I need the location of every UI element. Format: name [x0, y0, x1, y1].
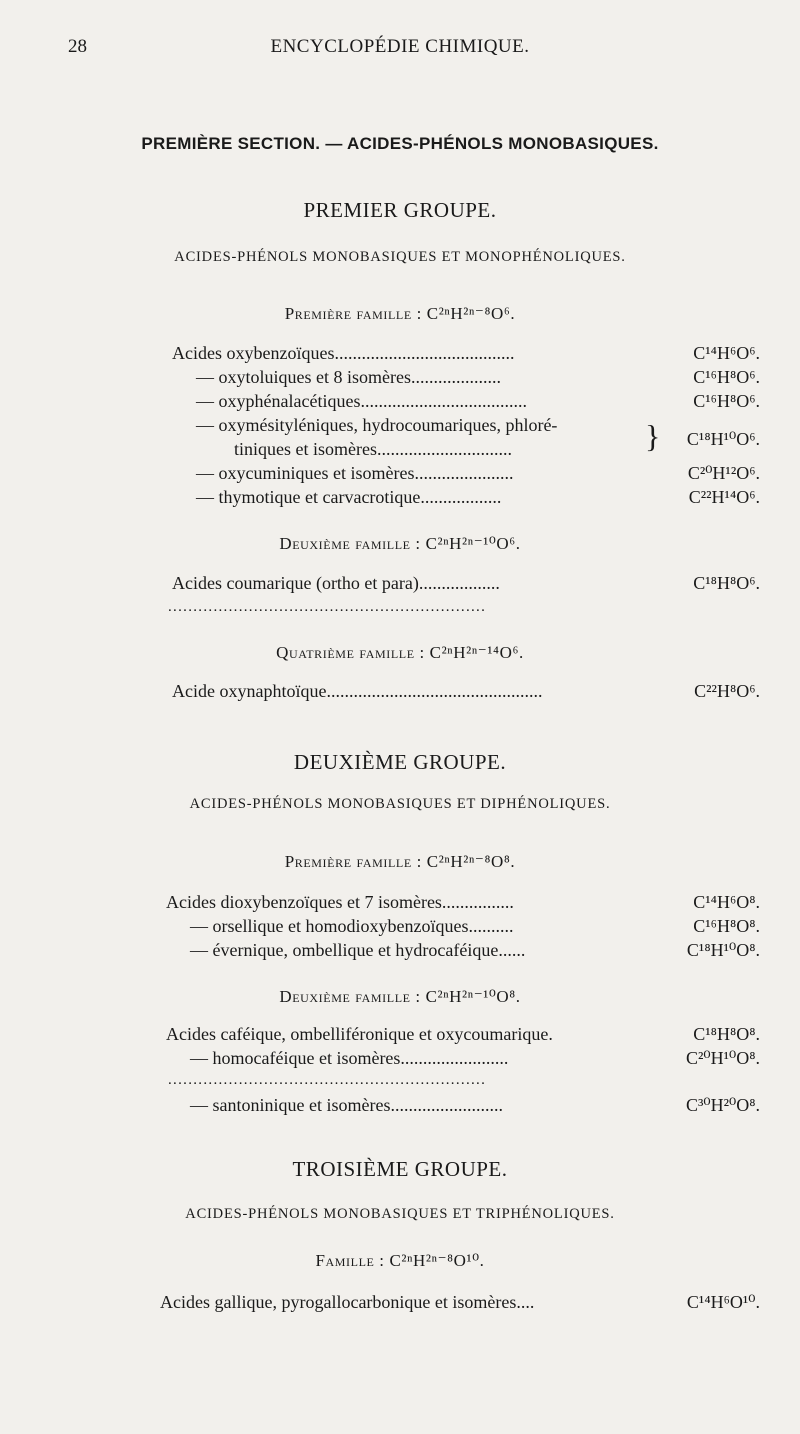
- row-formula: C¹⁴H⁶O⁸.: [693, 892, 760, 912]
- group2-f2-row-1: [0, 1048, 800, 1072]
- group3-subtitle: ACIDES-PHÉNOLS MONOBASIQUES ET TRIPHÉNOLIQUES.: [185, 1206, 615, 1222]
- group3-title: TROISIÈME GROUPE.: [292, 1157, 508, 1181]
- row-label: — orsellique et homodioxybenzoïques..........: [190, 916, 514, 936]
- row-formula: C¹⁸H¹⁰O⁶.: [686, 429, 760, 449]
- group3-family-heading: Famille : C²ⁿH²ⁿ⁻⁸O¹⁰.: [315, 1251, 485, 1270]
- row-formula: C²²H⁸O⁶.: [694, 681, 760, 701]
- group1-f1-row-0: [0, 343, 800, 367]
- row-label: — thymotique et carvacrotique..................: [196, 487, 502, 507]
- group1-title: PREMIER GROUPE.: [303, 198, 497, 222]
- row-formula: C²²H¹⁴O⁶.: [688, 487, 760, 507]
- row-label: — oxyphénalacétiques.....................................: [196, 391, 527, 411]
- group2-family1-heading: Première famille : C²ⁿH²ⁿ⁻⁸O⁸.: [284, 852, 516, 871]
- row-label: Acide oxynaphtoïque................................................: [172, 681, 543, 701]
- group2-title: DEUXIÈME GROUPE.: [293, 750, 507, 774]
- group1-f2-row-0: [0, 573, 800, 597]
- group1-family2-heading: Deuxième famille : C²ⁿH²ⁿ⁻¹⁰O⁶.: [279, 534, 521, 553]
- group3-row-0: [0, 1292, 800, 1316]
- row-formula: C¹⁶H⁸O⁶.: [693, 367, 760, 387]
- ellipsis-line: ...............................................................: [168, 1072, 487, 1088]
- brace: }: [645, 418, 661, 454]
- group1-f4-row-0: [0, 681, 800, 705]
- row-label: — homocaféique et isomères........................: [190, 1048, 509, 1068]
- row-formula: C³⁰H²⁰O⁸.: [685, 1095, 760, 1115]
- group2-subtitle: ACIDES-PHÉNOLS MONOBASIQUES ET DIPHÉNOLIQUES.: [189, 796, 611, 812]
- row-formula: C¹⁶H⁸O⁸.: [693, 916, 760, 936]
- group1-f1-row-1: [0, 367, 800, 391]
- row-label: tiniques et isomères..............................: [234, 439, 512, 459]
- row-formula: C¹⁸H¹⁰O⁸.: [686, 940, 760, 960]
- group1-subtitle: ACIDES-PHÉNOLS MONOBASIQUES ET MONOPHÉNOLIQUES.: [174, 249, 626, 265]
- row-label: — santoninique et isomères.........................: [190, 1095, 503, 1115]
- running-title: ENCYCLOPÉDIE CHIMIQUE.: [270, 36, 530, 57]
- row-label: Acides gallique, pyrogallocarbonique et isomères....: [160, 1292, 535, 1312]
- row-label: Acides oxybenzoïques........................................: [172, 343, 515, 363]
- row-formula: C¹⁴H⁶O⁶.: [693, 343, 760, 363]
- row-label: — évernique, ombellique et hydrocaféique......: [190, 940, 526, 960]
- row-formula: C²⁰H¹²O⁶.: [687, 463, 760, 483]
- group1-family4-heading: Quatrième famille : C²ⁿH²ⁿ⁻¹⁴O⁶.: [276, 643, 524, 662]
- row-label: — oxymésityléniques, hydrocoumariques, phloré-: [196, 415, 558, 435]
- group1-family1-heading: Première famille : C²ⁿH²ⁿ⁻⁸O⁶.: [284, 304, 516, 323]
- row-label: Acides dioxybenzoïques et 7 isomères................: [166, 892, 514, 912]
- group2-f1-row-1: [0, 916, 800, 940]
- row-formula: C¹⁴H⁶O¹⁰.: [686, 1292, 760, 1312]
- group1-f1-row-6: [0, 487, 800, 511]
- row-label: Acides caféique, ombelliféronique et oxycoumarique.: [166, 1024, 553, 1044]
- page-number: 28: [68, 36, 87, 57]
- row-formula: C¹⁶H⁸O⁶.: [693, 391, 760, 411]
- row-label: — oxycuminiques et isomères......................: [196, 463, 514, 483]
- group2-family2-heading: Deuxième famille : C²ⁿH²ⁿ⁻¹⁰O⁸.: [279, 987, 521, 1006]
- row-label: — oxytoluiques et 8 isomères....................: [196, 367, 501, 387]
- group2-f1-row-2: [0, 940, 800, 964]
- row-formula: C¹⁸H⁸O⁸.: [693, 1024, 760, 1044]
- group2-f1-row-0: [0, 892, 800, 916]
- row-formula: C¹⁸H⁸O⁶.: [693, 573, 760, 593]
- group1-f1-row-2: [0, 391, 800, 415]
- group1-f1-row-3: [0, 415, 800, 439]
- group2-f2-row-2: [0, 1095, 800, 1119]
- ellipsis-line: ...............................................................: [168, 599, 487, 615]
- group1-f1-row-5: [0, 463, 800, 487]
- row-label: Acides coumarique (ortho et para)..................: [172, 573, 500, 593]
- section-title: PREMIÈRE SECTION. — ACIDES-PHÉNOLS MONOBASIQUES.: [141, 134, 659, 153]
- group2-f2-row-0: [0, 1024, 800, 1048]
- group1-f1-row-4: [0, 429, 800, 463]
- row-formula: C²⁰H¹⁰O⁸.: [685, 1048, 760, 1068]
